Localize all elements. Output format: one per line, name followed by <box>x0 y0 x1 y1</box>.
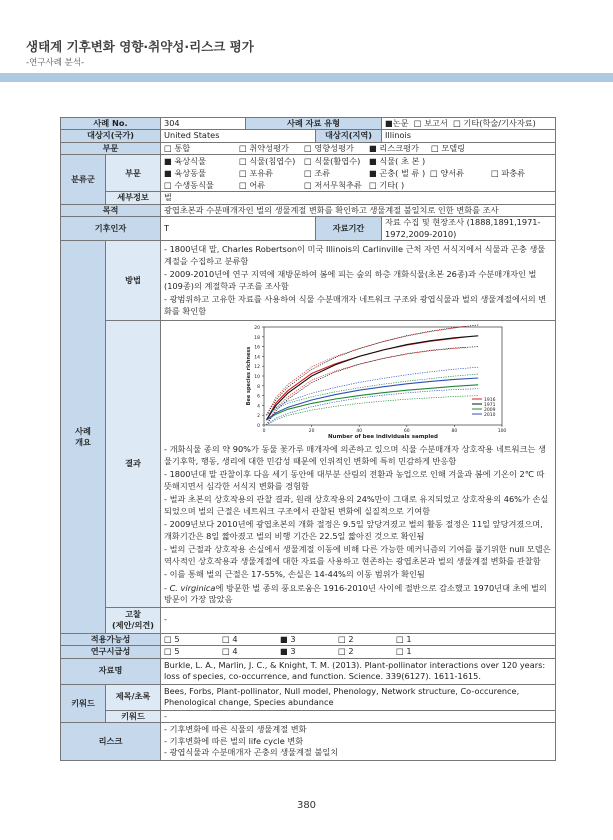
label-applicability: 적용가능성 <box>61 633 161 645</box>
climate-factor-value: T <box>161 217 316 241</box>
chart-container <box>164 321 552 443</box>
page-header <box>0 0 613 82</box>
taxa-terrestrial-animal: ■ 육상동물 <box>164 167 206 178</box>
label-source: 자료명 <box>61 658 161 684</box>
result-item-text: 에 방문한 벌 종의 풍요로움은 1916-2010년 사이에 절반으로 감소했고 1970년대 초에 벌의 방문이 가장 많았음 <box>164 582 547 605</box>
label-result: 결과 <box>106 321 161 607</box>
result-item: - 개화식물 종의 약 90%가 동물 꽃가루 매개자에 의존하고 있으며 식물 수분매개자 상호작용 네트워크는 생물기후학, 행동, 생리에 대한 민감성 때문에 인위적인 변화에 특히 민감하게 반응함 <box>164 444 546 466</box>
keyword-value: - <box>161 710 556 722</box>
result-item-prefix: - <box>164 582 170 593</box>
bee-richness-chart <box>232 323 512 441</box>
y-tick-label: 4 <box>257 404 261 410</box>
sector-options <box>161 142 556 154</box>
label-target-region: 대상지(지역) <box>316 130 382 142</box>
label-detail-info: 세부정보 <box>106 192 161 204</box>
result-item: - 2009년보다 2010년에 광엽초본의 개화 절정은 9.5일 앞당겨졌고 벌의 활동 절정은 11일 앞당겨졌으며, 개화기간은 8일 짧아졌고 벌의 비행 기간은 22.5일 짧아진 것으로 확인됨 <box>164 519 543 541</box>
page-subtitle: -연구사례 분석- <box>26 58 85 68</box>
legend-label: 2009 <box>484 408 496 414</box>
label-relevance: 연구시급성 <box>61 646 161 658</box>
taxa-other: □ 기타( ) <box>369 179 405 190</box>
taxa-fish: □ 어류 <box>239 179 266 190</box>
taxa-amphibian: □ 양서류 <box>430 167 465 178</box>
species-name: C. virginica <box>169 582 216 593</box>
taxa-terrestrial-plant: ■ 육상식물 <box>164 155 206 166</box>
result-item <box>164 582 552 607</box>
page-title: 생태계 기후변화 영향·취약성·리스크 평가 <box>26 39 254 54</box>
series-2010-ci-upper <box>266 367 478 415</box>
title-abstract-value: Bees, Forbs, Plant-pollinator, Null model, Phenology, Network structure, Co-occurence, Phenological change, Species abundance <box>161 684 556 710</box>
source-value: Burkle, L. A., Marlin, J. C., & Knight, T. M. (2013). Plant-pollinator interactions over 120 years: loss of species, co-occurrence, and function. Science. 339(6127). 1611-1615. <box>161 658 556 684</box>
sector-modeling: □ 모델링 <box>431 142 466 153</box>
label-method: 방법 <box>106 241 161 321</box>
series-1916-ci-upper <box>266 326 466 415</box>
label-purpose: 목적 <box>61 204 161 216</box>
x-tick-label: 100 <box>497 429 507 435</box>
taxa-reptile: □ 파충류 <box>491 167 526 178</box>
data-period-value: 자료 수집 및 현장조사 (1888,1891,1971-1972,2009-2010) <box>382 217 556 241</box>
row-keyword <box>61 710 556 722</box>
relevance-1: □ 1 <box>396 646 412 657</box>
detail-value: 벌 <box>161 192 556 204</box>
y-tick-label: 10 <box>254 375 261 381</box>
applicability-4: □ 4 <box>222 633 238 644</box>
case-no-value: 304 <box>161 118 246 130</box>
page-number: 380 <box>296 800 317 811</box>
label-discussion <box>106 607 161 633</box>
sector-risk: ■ 리스크평가 <box>369 142 419 153</box>
applicability-1: □ 1 <box>396 633 412 644</box>
y-tick-label: 6 <box>257 394 261 400</box>
taxa-bird: □ 조류 <box>304 167 331 178</box>
label-discussion-1: 고찰 <box>125 608 141 619</box>
case-type-options <box>382 118 556 130</box>
y-tick-label: 8 <box>257 385 261 391</box>
y-axis-label: Bee species richness <box>246 346 253 406</box>
label-case-no: 사례 No. <box>61 118 161 130</box>
relevance-3: ■ 3 <box>280 646 296 657</box>
taxa-benthic: □ 저서무척추류 <box>304 179 362 190</box>
series-2010-line <box>266 378 478 420</box>
y-tick-label: 12 <box>254 365 261 371</box>
taxa-insect: ■ 곤충( 벌 류 ) <box>369 167 426 178</box>
y-tick-label: 18 <box>254 336 261 342</box>
applicability-5: □ 5 <box>164 633 180 644</box>
risk-item: - 기후변화에 따른 식물의 생물계절 변화 <box>164 724 307 735</box>
relevance-options <box>161 646 556 658</box>
row-taxa <box>61 155 556 192</box>
x-tick-label: 80 <box>451 429 458 435</box>
case-table <box>60 117 556 761</box>
label-sector: 부문 <box>61 142 161 154</box>
label-climate-factor: 기후인자 <box>61 217 161 241</box>
row-result <box>61 321 556 607</box>
taxa-mammal: □ 포유류 <box>239 167 274 178</box>
label-keyword-sub: 키워드 <box>106 710 161 722</box>
x-tick-label: 40 <box>356 429 363 435</box>
country-value: United States <box>161 130 316 142</box>
row-source <box>61 658 556 684</box>
purpose-value: 광엽초본과 수분매개자인 벌의 생물계절 변화를 확인하고 생물계절 불일치로 인한 변화를 조사 <box>161 204 556 216</box>
row-method <box>61 241 556 321</box>
row-title-abstract <box>61 684 556 710</box>
x-axis-label: Number of bee individuals sampled <box>328 434 438 441</box>
region-value: Illinois <box>382 130 556 142</box>
label-title-abstract: 제목/초록 <box>106 684 161 710</box>
result-item: - 벌의 근절과 상호작용 손실에서 생물계절 이동에 비해 다른 가능한 메커니즘의 기여를 풀기위한 null 모델은 역사적인 상호작용과 생물계절에 대한 자료를 사용하고 현존하는 광엽초본과 벌의 생물계절 변화를 관찰함 <box>164 544 551 566</box>
row-applicability <box>61 633 556 645</box>
label-discussion-2: (제안/의견) <box>111 620 155 631</box>
row-discussion <box>61 607 556 633</box>
taxa-herb: ■ 식물( 초 본 ) <box>369 155 426 166</box>
applicability-3: ■ 3 <box>280 633 296 644</box>
row-case-no <box>61 118 556 130</box>
taxa-conifer: □ 식물(침엽수) <box>239 155 296 166</box>
y-tick-label: 0 <box>257 424 261 430</box>
sector-integrated: □ 통합 <box>164 142 191 153</box>
series-2009-ci-lower <box>266 396 478 425</box>
relevance-2: □ 2 <box>338 646 354 657</box>
row-detail <box>61 192 556 204</box>
risk-item: - 기후변화에 따른 벌의 life cycle 변화 <box>164 735 304 746</box>
x-tick-label: 60 <box>403 429 410 435</box>
case-type-paper: ■논문 <box>385 118 409 128</box>
label-classification: 분류군 <box>61 155 106 204</box>
y-tick-label: 14 <box>254 355 261 361</box>
case-type-other: □ 기타(학술/기사자료) <box>453 118 536 128</box>
label-keyword: 키워드 <box>61 684 106 722</box>
legend-label: 1916 <box>484 398 496 404</box>
result-content <box>161 321 556 607</box>
sector-impact: □ 영향성평가 <box>304 142 354 153</box>
y-tick-label: 20 <box>254 326 261 332</box>
result-item: - 벌과 초본의 상호작용의 관찰 결과, 원래 상호작용의 24%만이 그대로 유지되었고 상호작용의 46%가 손실되었으며 벌의 근절은 네트워크 구조에서 관찰된 변화에 실질적으로 기여함 <box>164 494 549 516</box>
label-risk: 리스크 <box>61 723 161 760</box>
x-tick-label: 20 <box>308 429 315 435</box>
risk-item: - 광엽식물과 수분매개자 곤충의 생물계절 불일치 <box>164 747 339 758</box>
taxa-aquatic: □ 수생동식물 <box>164 179 214 190</box>
applicability-2: □ 2 <box>338 633 354 644</box>
row-target <box>61 130 556 142</box>
row-sector <box>61 142 556 154</box>
label-sub-sector: 부문 <box>106 155 161 192</box>
label-case-type: 사례 자료 유형 <box>246 118 382 130</box>
method-item: - 1800년대 말, Charles Robertson이 미국 Illinois의 Carlinville 근처 자연 서식지에서 식물과 곤충 생물계절을 수집하고 분류함 <box>164 244 546 266</box>
result-item: - 1800년대 말 관찰이후 다음 세기 동안에 대부분 산림의 전환과 농업으로 인해 겨울과 봄에 기온이 2℃ 따뜻해지면서 심각한 서식지 변화를 경험함 <box>164 469 545 491</box>
row-climate <box>61 217 556 241</box>
row-risk <box>61 723 556 760</box>
method-list <box>161 241 556 321</box>
label-target-country: 대상지(국가) <box>61 130 161 142</box>
applicability-options <box>161 633 556 645</box>
label-data-period: 자료기간 <box>316 217 382 241</box>
taxa-broadleaf: □ 식물(활엽수) <box>304 155 361 166</box>
method-item: - 2009-2010년에 연구 지역에 재방문하여 봄에 피는 숲의 하층 개화식물(초본 26종)과 수분매개자인 벌(109종)의 계절학과 구조를 조사함 <box>164 269 537 291</box>
label-case-summary-1: 사례 <box>75 425 91 436</box>
method-item: - 광범위하고 고유한 자료를 사용하여 식물 수분매개자 네트워크 구조와 광엽식물과 벌의 생물계절에서의 변화를 확인함 <box>164 294 547 316</box>
label-case-summary <box>61 241 106 633</box>
label-case-summary-2: 개요 <box>75 436 91 447</box>
relevance-5: □ 5 <box>164 646 180 657</box>
y-tick-label: 2 <box>257 414 261 420</box>
taxa-options <box>161 155 556 192</box>
discussion-value: - <box>161 607 556 633</box>
result-item: - 이를 통해 벌의 근절은 17-55%, 손실은 14-44%의 이동 범위가 확인됨 <box>164 569 425 580</box>
x-tick-label: 0 <box>262 429 266 435</box>
row-purpose <box>61 204 556 216</box>
relevance-4: □ 4 <box>222 646 238 657</box>
y-tick-label: 16 <box>254 345 261 351</box>
case-type-report: □ 보고서 <box>413 118 448 128</box>
legend-label: 2010 <box>484 413 496 419</box>
risk-list <box>161 723 556 760</box>
legend-label: 1971 <box>484 403 496 409</box>
sector-vulnerability: □ 취약성평가 <box>239 142 289 153</box>
row-relevance <box>61 646 556 658</box>
header-bar <box>0 73 613 82</box>
